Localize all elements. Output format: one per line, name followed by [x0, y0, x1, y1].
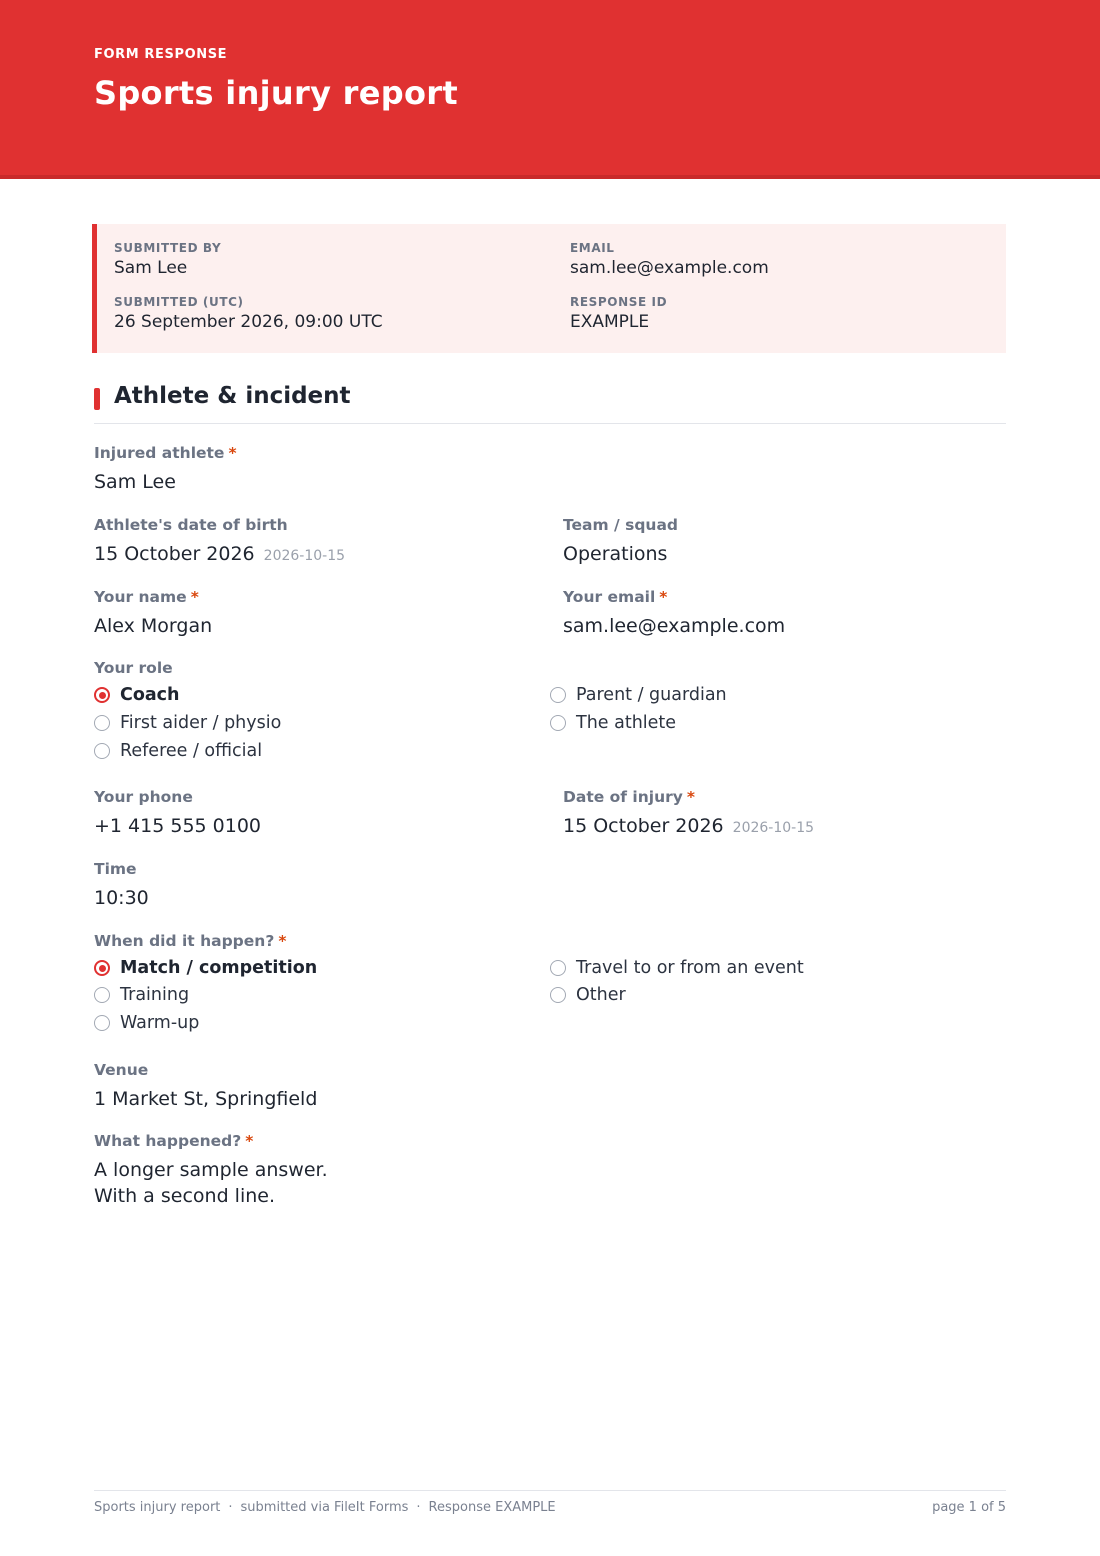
meta-label: SUBMITTED (UTC) — [114, 295, 244, 309]
field-label: When did it happen? * — [94, 932, 287, 950]
field-date-of-injury — [563, 788, 814, 841]
field-label: Time — [94, 860, 137, 878]
field-venue — [94, 1061, 317, 1112]
radio-empty-icon — [550, 987, 566, 1003]
field-your-phone — [94, 788, 261, 839]
meta-response-id — [570, 295, 667, 332]
field-label: Injured athlete * — [94, 444, 237, 462]
field-value: Sam Lee — [94, 471, 176, 493]
required-marker: * — [686, 788, 695, 806]
iso-date: 2026-10-15 — [732, 820, 815, 836]
page-number: page 1 of 5 — [932, 1500, 1006, 1515]
field-dob — [94, 516, 345, 569]
iso-date: 2026-10-15 — [263, 548, 346, 564]
field-value: Operations — [563, 543, 668, 565]
meta-email — [570, 241, 769, 278]
radio-when-travel[interactable]: Travel to or from an event — [550, 958, 804, 978]
footer-separator: · — [228, 1500, 233, 1515]
submission-meta-panel — [92, 224, 1006, 353]
required-marker: * — [245, 1132, 254, 1150]
field-value: +1 415 555 0100 — [94, 815, 262, 837]
field-label: Your phone — [94, 788, 193, 806]
field-team — [563, 516, 678, 567]
field-value: 1 Market St, Springfield — [94, 1088, 318, 1110]
page-footer — [94, 1490, 1006, 1515]
section-title: Athlete & incident — [114, 383, 351, 409]
radio-empty-icon — [550, 960, 566, 976]
field-injured-athlete — [94, 444, 237, 495]
field-your-role — [94, 659, 173, 677]
meta-submitted-utc — [114, 295, 383, 332]
field-when — [94, 932, 286, 950]
radio-role-athlete[interactable]: The athlete — [550, 713, 676, 733]
field-your-email — [563, 588, 785, 639]
field-value: 15 October 2026 2026-10-15 — [94, 543, 346, 565]
field-label: Date of injury * — [563, 788, 695, 806]
field-label: Athlete's date of birth — [94, 516, 288, 534]
radio-empty-icon — [94, 715, 110, 731]
field-value: sam.lee@example.com — [563, 615, 786, 637]
radio-empty-icon — [550, 687, 566, 703]
answer-line: With a second line. — [94, 1185, 275, 1207]
required-marker: * — [278, 932, 287, 950]
radio-when-other[interactable]: Other — [550, 985, 626, 1005]
radio-when-training[interactable]: Training — [94, 985, 189, 1005]
field-label: Your role — [94, 659, 173, 677]
answer-line: A longer sample answer. — [94, 1159, 328, 1181]
footer-response: Response EXAMPLE — [428, 1500, 556, 1515]
radio-role-coach[interactable]: Coach — [94, 685, 180, 705]
header-banner — [0, 0, 1100, 179]
radio-when-match[interactable]: Match / competition — [94, 958, 317, 978]
field-value — [94, 1157, 328, 1209]
meta-value: Sam Lee — [114, 258, 188, 278]
field-value: 15 October 2026 2026-10-15 — [563, 815, 815, 837]
meta-value: 26 September 2026, 09:00 UTC — [114, 312, 383, 332]
required-marker: * — [659, 588, 668, 606]
form-response-eyebrow: FORM RESPONSE — [94, 47, 228, 62]
radio-empty-icon — [550, 715, 566, 731]
section-header — [94, 383, 1006, 424]
footer-form-name: Sports injury report — [94, 1500, 221, 1515]
radio-empty-icon — [94, 1015, 110, 1031]
field-label: What happened? * — [94, 1132, 254, 1150]
radio-role-first-aider[interactable]: First aider / physio — [94, 713, 281, 733]
meta-value: sam.lee@example.com — [570, 258, 769, 278]
section-accent-bar — [94, 388, 100, 410]
radio-selected-icon — [94, 687, 110, 703]
field-what-happened — [94, 1132, 328, 1209]
meta-label: RESPONSE ID — [570, 295, 668, 309]
radio-selected-icon — [94, 960, 110, 976]
radio-role-referee[interactable]: Referee / official — [94, 741, 262, 761]
field-label: Your email * — [563, 588, 668, 606]
meta-value: EXAMPLE — [570, 312, 650, 332]
field-label: Your name * — [94, 588, 199, 606]
field-your-name — [94, 588, 212, 639]
meta-label: EMAIL — [570, 241, 615, 255]
field-label: Team / squad — [563, 516, 679, 534]
footer-via: submitted via FileIt Forms — [240, 1500, 409, 1515]
field-value: Alex Morgan — [94, 615, 213, 637]
meta-submitted-by — [114, 241, 221, 278]
required-marker: * — [228, 444, 237, 462]
footer-separator: · — [416, 1500, 421, 1515]
field-time — [94, 860, 149, 911]
radio-role-parent[interactable]: Parent / guardian — [550, 685, 727, 705]
radio-when-warmup[interactable]: Warm-up — [94, 1013, 199, 1033]
field-label: Venue — [94, 1061, 149, 1079]
field-value: 10:30 — [94, 887, 149, 909]
page-title: Sports injury report — [94, 74, 458, 112]
radio-empty-icon — [94, 743, 110, 759]
radio-empty-icon — [94, 987, 110, 1003]
required-marker: * — [190, 588, 199, 606]
meta-label: SUBMITTED BY — [114, 241, 222, 255]
